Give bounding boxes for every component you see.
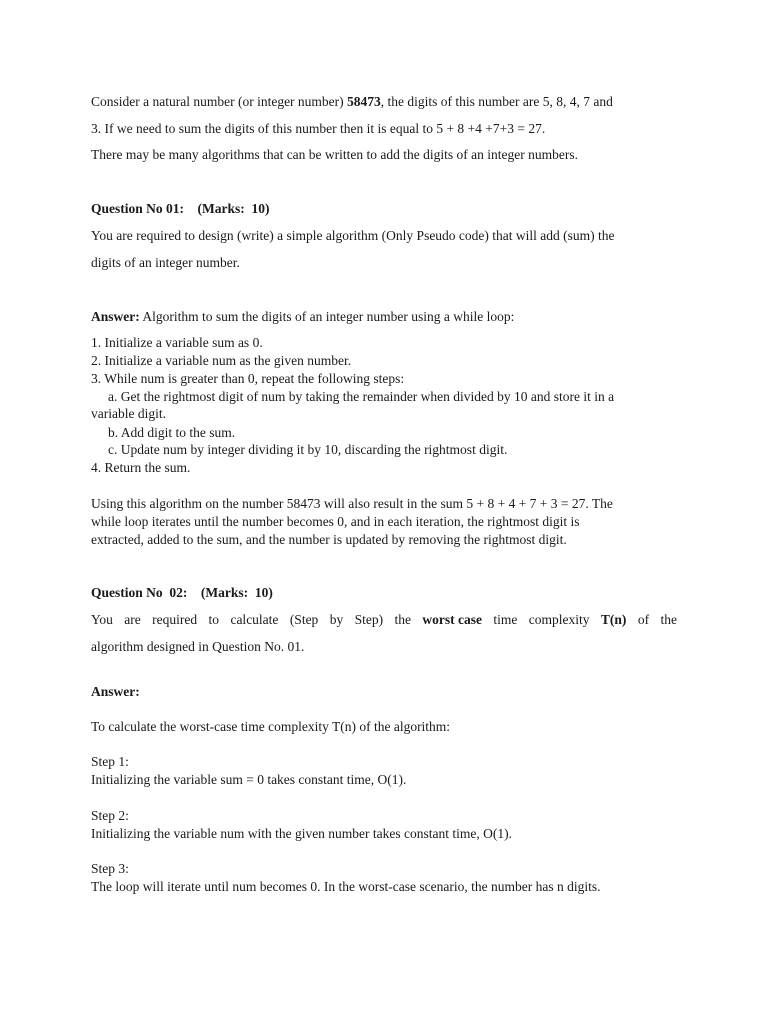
word: required xyxy=(152,612,198,627)
answer-2-label: Answer: xyxy=(91,684,140,699)
word: calculate xyxy=(230,612,279,627)
step-3-text: The loop will iterate until num becomes 0. In the worst-case scenario, the number has n digits. xyxy=(91,879,601,894)
step-3-title: Step 3: xyxy=(91,861,129,876)
question-2-line-1 xyxy=(91,611,677,629)
algorithm-substep: b. Add digit to the sum. xyxy=(108,425,236,440)
algorithm-step: 4. Return the sum. xyxy=(91,460,191,475)
word: the xyxy=(660,612,677,627)
step-2-title: Step 2: xyxy=(91,808,129,823)
word: complexity xyxy=(528,612,590,627)
algorithm-step: 2. Initialize a variable num as the given number. xyxy=(91,353,352,368)
intro-line-2: 3. If we need to sum the digits of this number then it is equal to 5 + 8 +4 +7+3 = 27. xyxy=(91,121,546,136)
answer-label: Answer: xyxy=(91,309,140,324)
word: by xyxy=(329,612,344,627)
question-2-line-2: algorithm designed in Question No. 01. xyxy=(91,639,305,654)
question-1-line-1: You are required to design (write) a simple algorithm (Only Pseudo code) that will add (sum) the xyxy=(91,228,615,243)
question-1-heading: Question No 01: (Marks: 10) xyxy=(91,201,270,216)
step-1-title: Step 1: xyxy=(91,754,129,769)
word: the xyxy=(394,612,411,627)
algorithm-step: 3. While num is greater than 0, repeat the following steps: xyxy=(91,371,405,386)
answer-1-intro xyxy=(91,308,514,326)
algorithm-substep: c. Update num by integer dividing it by 10, discarding the rightmost digit. xyxy=(108,442,508,457)
emphasis-tn: T(n) xyxy=(600,612,627,627)
answer-1-text: Algorithm to sum the digits of an integer number using a while loop: xyxy=(139,309,515,324)
word: Step) xyxy=(354,612,384,627)
word: You xyxy=(91,612,113,627)
algorithm-substep-cont: variable digit. xyxy=(91,406,166,421)
answer-1-paragraph-line: while loop iterates until the number becomes 0, and in each iteration, the rightmost digit is xyxy=(91,514,580,529)
question-1-line-2: digits of an integer number. xyxy=(91,255,240,270)
algorithm-step: 1. Initialize a variable sum as 0. xyxy=(91,335,263,350)
word: time xyxy=(493,612,518,627)
word: (Step xyxy=(289,612,319,627)
emphasis-worst-case: worst case xyxy=(422,612,482,627)
step-2-text: Initializing the variable num with the given number takes constant time, O(1). xyxy=(91,826,513,841)
intro-text: Consider a natural number (or integer number) xyxy=(91,94,348,109)
example-number: 58473 xyxy=(347,94,381,109)
intro-line-1 xyxy=(91,93,613,111)
algorithm-substep: a. Get the rightmost digit of num by taking the remainder when divided by 10 and store it in a xyxy=(108,389,615,404)
word: of xyxy=(637,612,650,627)
word: to xyxy=(208,612,220,627)
answer-1-paragraph-line: Using this algorithm on the number 58473 will also result in the sum 5 + 8 + 4 + 7 + 3 = 27. The xyxy=(91,496,613,511)
step-1-text: Initializing the variable sum = 0 takes constant time, O(1). xyxy=(91,772,407,787)
answer-1-paragraph-line: extracted, added to the sum, and the number is updated by removing the rightmost digit. xyxy=(91,532,567,547)
question-2-heading: Question No 02: (Marks: 10) xyxy=(91,585,273,600)
answer-2-intro: To calculate the worst-case time complexity T(n) of the algorithm: xyxy=(91,719,451,734)
intro-text: , the digits of this number are 5, 8, 4, 7 and xyxy=(380,94,613,109)
word: are xyxy=(124,612,141,627)
intro-line-3: There may be many algorithms that can be written to add the digits of an integer numbers. xyxy=(91,147,578,162)
